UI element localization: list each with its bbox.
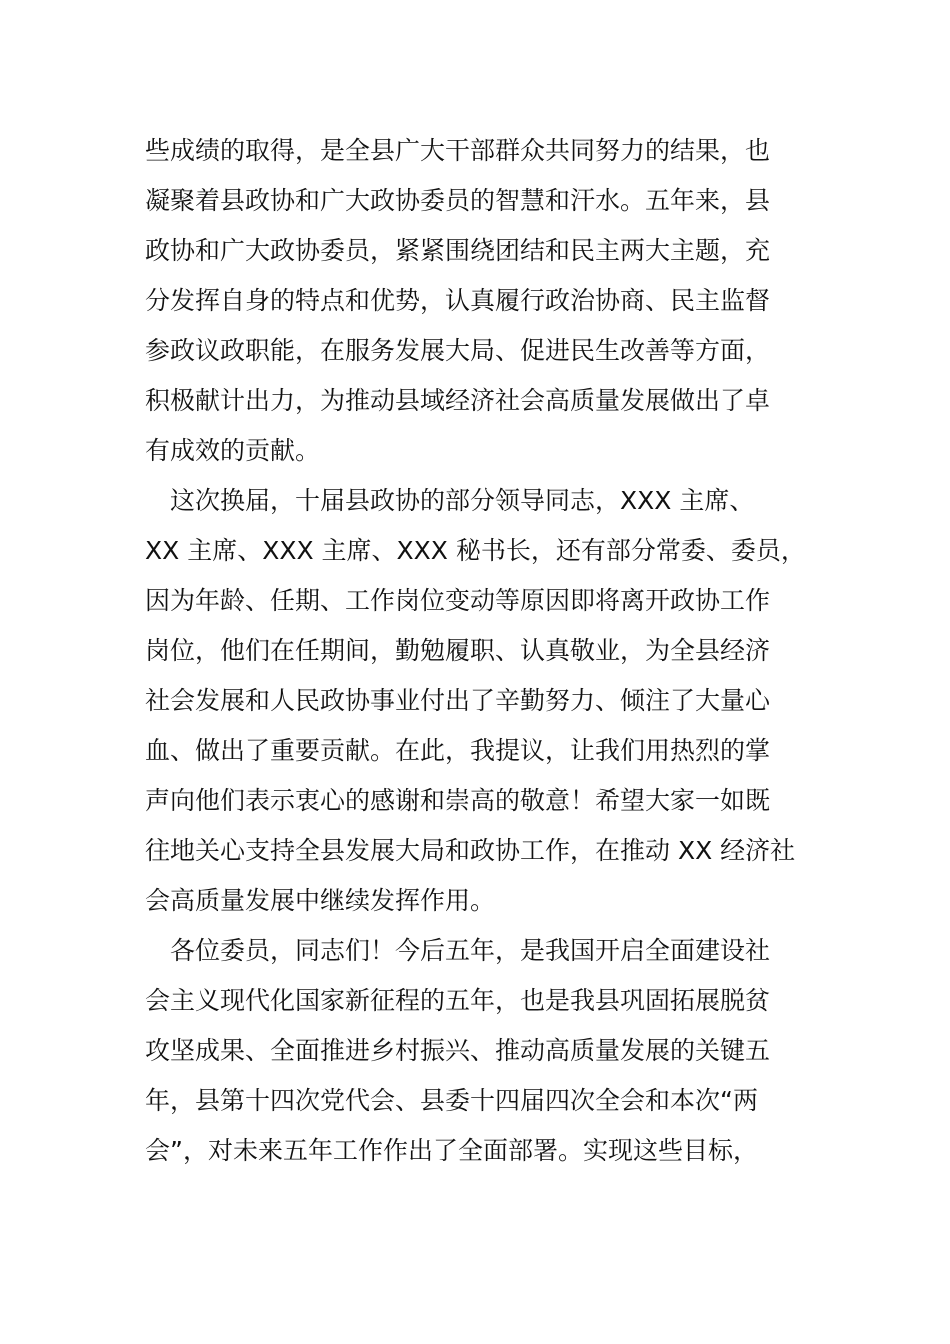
text-line: 岗位，他们在任期间，勤勉履职、认真敬业，为全县经济 <box>145 636 771 665</box>
text-line: 分发挥自身的特点和优势，认真履行政治协商、民主监督 <box>145 286 771 315</box>
text-line: 凝聚着县政协和广大政协委员的智慧和汗水。五年来，县 <box>145 186 771 215</box>
text-line: 些成绩的取得，是全县广大干部群众共同努力的结果，也 <box>145 136 771 165</box>
text-line: 各位委员，同志们！今后五年，是我国开启全面建设社 <box>145 936 771 965</box>
text-line: 攻坚成果、全面推进乡村振兴、推动高质量发展的关键五 <box>145 1036 771 1065</box>
text-line: 政协和广大政协委员，紧紧围绕团结和民主两大主题，充 <box>145 236 771 265</box>
text-line: 积极献计出力，为推动县域经济社会高质量发展做出了卓 <box>145 386 771 415</box>
text-line: XX 主席、XXX 主席、XXX 秘书长，还有部分常委、委员， <box>145 536 806 565</box>
text-line: 会”，对未来五年工作作出了全面部署。实现这些目标， <box>145 1136 758 1165</box>
text-line: 血、做出了重要贡献。在此，我提议，让我们用热烈的掌 <box>145 736 771 765</box>
document-body <box>145 126 825 1176</box>
text-line: 因为年龄、任期、工作岗位变动等原因即将离开政协工作 <box>145 586 771 615</box>
text-line: 声向他们表示衷心的感谢和崇高的敬意！希望大家一如既 <box>145 786 771 815</box>
text-line: 有成效的贡献。 <box>145 436 321 465</box>
text-line: 往地关心支持全县发展大局和政协工作，在推动 XX 经济社 <box>145 836 796 865</box>
text-line: 会主义现代化国家新征程的五年，也是我县巩固拓展脱贫 <box>145 986 771 1015</box>
text-line: 这次换届，十届县政协的部分领导同志，XXX 主席、 <box>145 486 755 515</box>
text-line: 会高质量发展中继续发挥作用。 <box>145 886 496 915</box>
text-line: 年，县第十四次党代会、县委十四届四次全会和本次“两 <box>145 1086 758 1115</box>
text-line: 参政议政职能，在服务发展大局、促进民生改善等方面， <box>145 336 771 365</box>
text-line: 社会发展和人民政协事业付出了辛勤努力、倾注了大量心 <box>145 686 771 715</box>
